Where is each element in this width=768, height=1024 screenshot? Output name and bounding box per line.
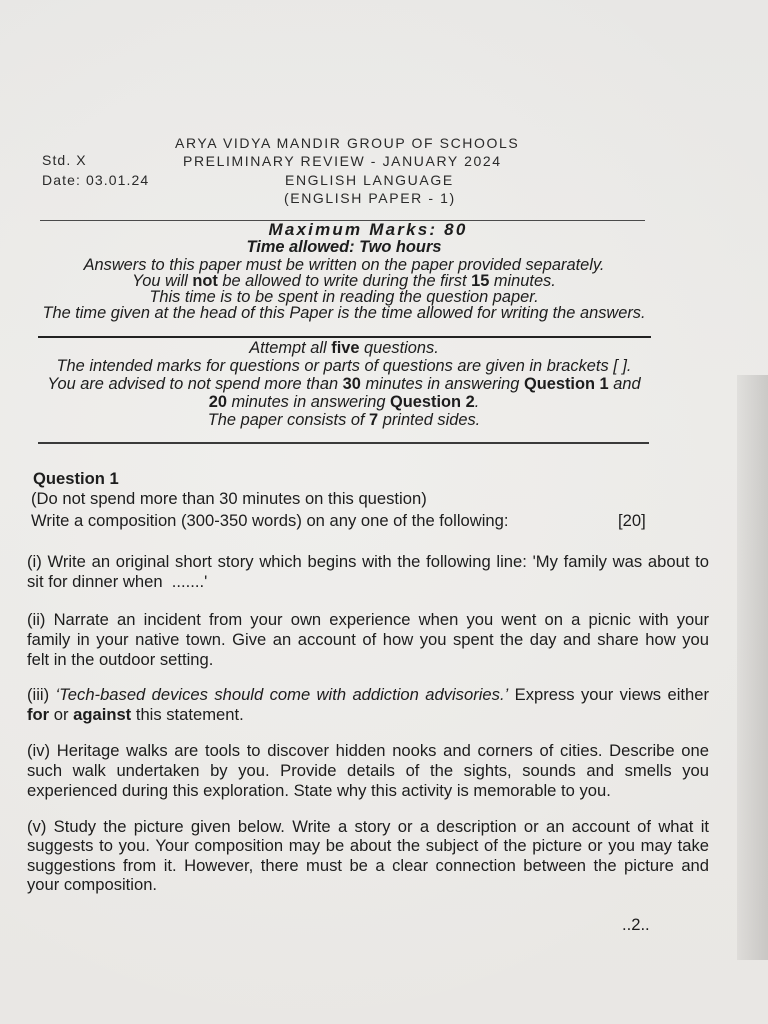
instruction-text: You are advised to not spend more than (47, 375, 343, 393)
option-text: or (49, 705, 74, 724)
emphasis-text: 15 (471, 272, 490, 290)
subject-title: ENGLISH LANGUAGE (285, 172, 454, 188)
instruction-text: and (608, 375, 641, 393)
emphasis-text: against (73, 705, 132, 724)
instruction-answer-sheet: Answers to this paper must be written on the paper provided separately. (83, 256, 605, 274)
exam-title: PRELIMINARY REVIEW - JANUARY 2024 (183, 153, 502, 169)
composition-option-i (27, 552, 709, 592)
instruction-text: You will (132, 272, 193, 290)
instruction-text: The paper consists of (207, 411, 370, 429)
divider-bottom (38, 442, 649, 444)
option-text: this statement. (131, 705, 244, 724)
composition-option-v (27, 817, 709, 895)
option-line: experienced during this exploration. State why this activity is memorable to you. (27, 781, 611, 800)
composition-option-iii (27, 685, 709, 725)
emphasis-text: 30 (342, 375, 361, 393)
emphasis-text: for (27, 705, 50, 724)
option-line: suggestions from it. However, there must be a clear connection between the picture and (27, 855, 709, 875)
question-1-time-note: (Do not spend more than 30 minutes on this question) (31, 489, 427, 508)
paper-title: (ENGLISH PAPER - 1) (284, 190, 456, 206)
option-line: (v) Study the picture given below. Write a story or a description or an account of what it (27, 817, 709, 836)
instruction-reading-purpose: This time is to be spent in reading the question paper. (149, 288, 539, 306)
instruction-text: be allowed to write during the first (217, 272, 472, 290)
time-allowed: Time allowed: Two hours (246, 238, 442, 256)
composition-option-iv (27, 741, 709, 801)
option-line: (iv) Heritage walks are tools to discover hidden nooks and corners of cities. Describe one (27, 741, 709, 760)
emphasis-text: not (192, 272, 218, 290)
instruction-printed-sides (0, 411, 688, 429)
school-name: ARYA VIDYA MANDIR GROUP OF SCHOOLS (175, 135, 520, 151)
option-line: your composition. (27, 875, 158, 895)
maximum-marks: Maximum Marks: 80 (268, 220, 468, 239)
composition-option-ii (27, 610, 709, 670)
option-quote: ‘Tech-based devices should come with addiction advisories.’ (55, 685, 509, 704)
option-line: such walk undertaken by you. Provide details of the sights, sounds and smells you (27, 761, 709, 780)
instruction-advice-line-2 (0, 393, 688, 411)
option-line: felt in the outdoor setting. (27, 650, 214, 669)
question-1-marks: [20] (618, 511, 646, 530)
option-line (27, 685, 709, 705)
instruction-text: Attempt all (249, 339, 332, 357)
instruction-time-note: The time given at the head of this Paper is the time allowed for writing the answers. (42, 304, 646, 322)
instruction-text: minutes. (489, 272, 556, 290)
option-line: (ii) Narrate an incident from your own experience when you went on a picnic with your (27, 610, 709, 629)
emphasis-text: Question 1 (523, 375, 609, 393)
instruction-advice-line-1 (0, 375, 688, 393)
question-1-heading: Question 1 (33, 469, 119, 488)
option-line (27, 705, 709, 725)
question-1-prompt: Write a composition (300-350 words) on any one of the following: (31, 511, 509, 530)
emphasis-text: 20 (208, 393, 227, 411)
option-line: family in your native town. Give an account of how you spent the day and share how you (27, 630, 709, 649)
instruction-text: minutes in answering (360, 375, 524, 393)
option-text: (iii) (27, 685, 56, 704)
instruction-text: . (474, 393, 480, 411)
page-continuation-marker: ..2.. (622, 915, 650, 934)
emphasis-text: five (331, 339, 360, 357)
instruction-marks-note: The intended marks for questions or parts of questions are given in brackets [ ]. (56, 357, 632, 375)
instruction-text: questions. (359, 339, 439, 357)
instruction-text: printed sides. (378, 411, 481, 429)
option-line: sit for dinner when .......' (27, 572, 208, 591)
emphasis-text: Question 2 (390, 393, 475, 411)
emphasis-text: 7 (369, 411, 379, 429)
option-line: suggests to you. Your composition may be about the subject of the picture or you may take (27, 836, 709, 856)
exam-date: Date: 03.01.24 (42, 172, 150, 188)
option-line: (i) Write an original short story which begins with the following line: 'My family was about to (27, 552, 709, 571)
standard-label: Std. X (42, 152, 87, 168)
instruction-text: minutes in answering (226, 393, 391, 411)
divider-middle (38, 336, 651, 338)
instruction-attempt (0, 339, 688, 357)
page-edge-shadow (737, 375, 768, 960)
option-text: Express your views either (508, 685, 709, 704)
